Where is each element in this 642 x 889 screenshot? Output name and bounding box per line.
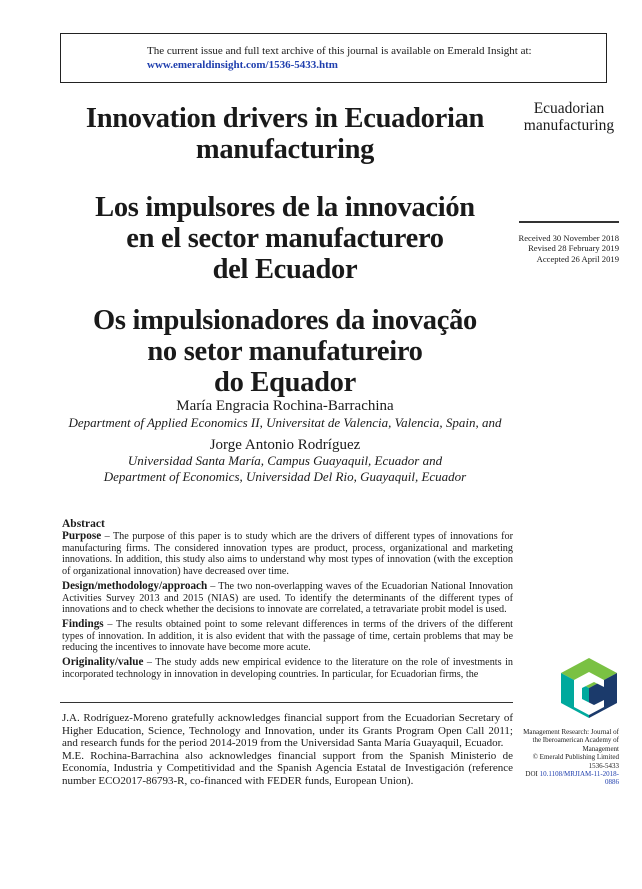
section-label: Design/methodology/approach — [62, 579, 208, 592]
journal-info-line: Management Research: Journal of — [523, 728, 619, 736]
notice-text: The current issue and full text archive of this journal is available on Emerald Insight at: — [147, 45, 532, 57]
abstract-body — [62, 531, 513, 683]
section-label: Findings — [62, 617, 104, 630]
running-head-line: manufacturing — [523, 117, 615, 134]
section-text: – The results obtained point to some relevant differences in terms of the drivers of the different types of innovation. In addition, it is also evident that with the passage of time, certain problems that may be reducing the incentives to innovate have become more acute. — [62, 618, 513, 654]
abstract-design — [62, 581, 513, 616]
journal-link[interactable]: www.emeraldinsight.com/1536-5433.htm — [147, 59, 338, 71]
title-english — [40, 103, 530, 165]
submission-dates — [500, 233, 619, 264]
section-text: – The purpose of this paper is to study which are the drivers of different types of innovations for manufacturing firms. The considered innovation types are product, process, organizational and marketing innovations. In addition, this study also aims to understand why most types of innovation (with the exception of organizational innovation) have decreased over time. — [62, 531, 513, 578]
footnote-divider — [60, 702, 513, 703]
accepted-date: Accepted 26 April 2019 — [536, 253, 619, 264]
section-label: Originality/value — [62, 656, 144, 669]
doi-line — [519, 770, 619, 787]
author-affiliation: Department of Economics, Universidad Del Rio, Guayaquil, Ecuador — [103, 469, 467, 484]
title-line: del Ecuador — [212, 254, 358, 285]
title-line: do Equador — [214, 367, 356, 398]
received-date: Received 30 November 2018 — [518, 233, 619, 243]
section-text: – The two non-overlapping waves of the Ecuadorian National Innovation Activities Survey 2013 and 2015 (NIAS) are used. To identify the determinants of the different types of innovations and to check whether the decisions to innovate are correlated, a tetravariate probit model is used. — [62, 580, 513, 616]
section-label: Purpose — [62, 530, 102, 542]
abstract-findings — [62, 619, 513, 654]
revised-date: Revised 28 February 2019 — [528, 243, 619, 254]
journal-info — [519, 728, 619, 787]
title-line: Los impulsores de la innovación — [95, 192, 475, 223]
emerald-logo-icon — [560, 657, 618, 719]
author-name: María Engracia Rochina-Barrachina — [176, 398, 394, 414]
section-text: – The study adds new empirical evidence to the literature on the role of investments in incorporated technology in innovation in developing countries. In particular, for Ecuadorian firms, the — [62, 657, 513, 680]
author-affiliation: Department of Applied Economics II, Universitat de Valencia, Valencia, Spain, and — [68, 415, 502, 430]
abstract-heading: Abstract — [62, 518, 105, 530]
margin-divider — [519, 221, 619, 223]
title-line: en el sector manufacturero — [126, 223, 444, 254]
abstract-purpose — [62, 531, 513, 578]
title-line: manufacturing — [195, 134, 375, 165]
running-head-line: Ecuadorian — [533, 100, 605, 117]
author-affiliation: Universidad Santa María, Campus Guayaquil, Ecuador and — [127, 453, 443, 468]
journal-availability-notice — [60, 33, 607, 83]
doi-link[interactable]: 10.1108/MRJIAM-11-2018-0886 — [539, 770, 619, 787]
title-line: no setor manufatureiro — [147, 336, 423, 367]
title-spanish — [40, 192, 530, 285]
journal-info-line: Management — [582, 744, 619, 753]
abstract-originality — [62, 657, 513, 680]
journal-info-line: © Emerald Publishing Limited — [532, 753, 619, 762]
author-name: Jorge Antonio Rodríguez — [209, 437, 361, 453]
title-portuguese — [40, 305, 530, 398]
title-line: Os impulsionadores da inovação — [92, 305, 478, 336]
doi-label: DOI — [525, 770, 538, 779]
acknowledgement-paragraph: M.E. Rochina-Barrachina also acknowledges financial support from the Spanish Ministerio de Economía, Industria y Competitividad and the Spanish Agencia Estatal de Investigación (reference number ECO2017-86793-R, co-financed with FEDER funds, European Union). — [62, 749, 513, 787]
acknowledgement-paragraph: J.A. Rodríguez-Moreno gratefully acknowledges financial support from the Ecuadorian Secretary of Higher Education, Science, Technology and Innovation, under its Grants Program Open Call 2011; and research funds for the period 2014-2019 from the Universidad Santa María Guayaquil, Ecuador. — [62, 712, 513, 750]
running-head — [519, 100, 619, 134]
acknowledgements — [62, 712, 513, 788]
title-line: Innovation drivers in Ecuadorian — [85, 103, 485, 134]
journal-info-line: 1536-5433 — [588, 761, 619, 770]
journal-info-line: the Iberoamerican Academy of — [532, 736, 619, 745]
